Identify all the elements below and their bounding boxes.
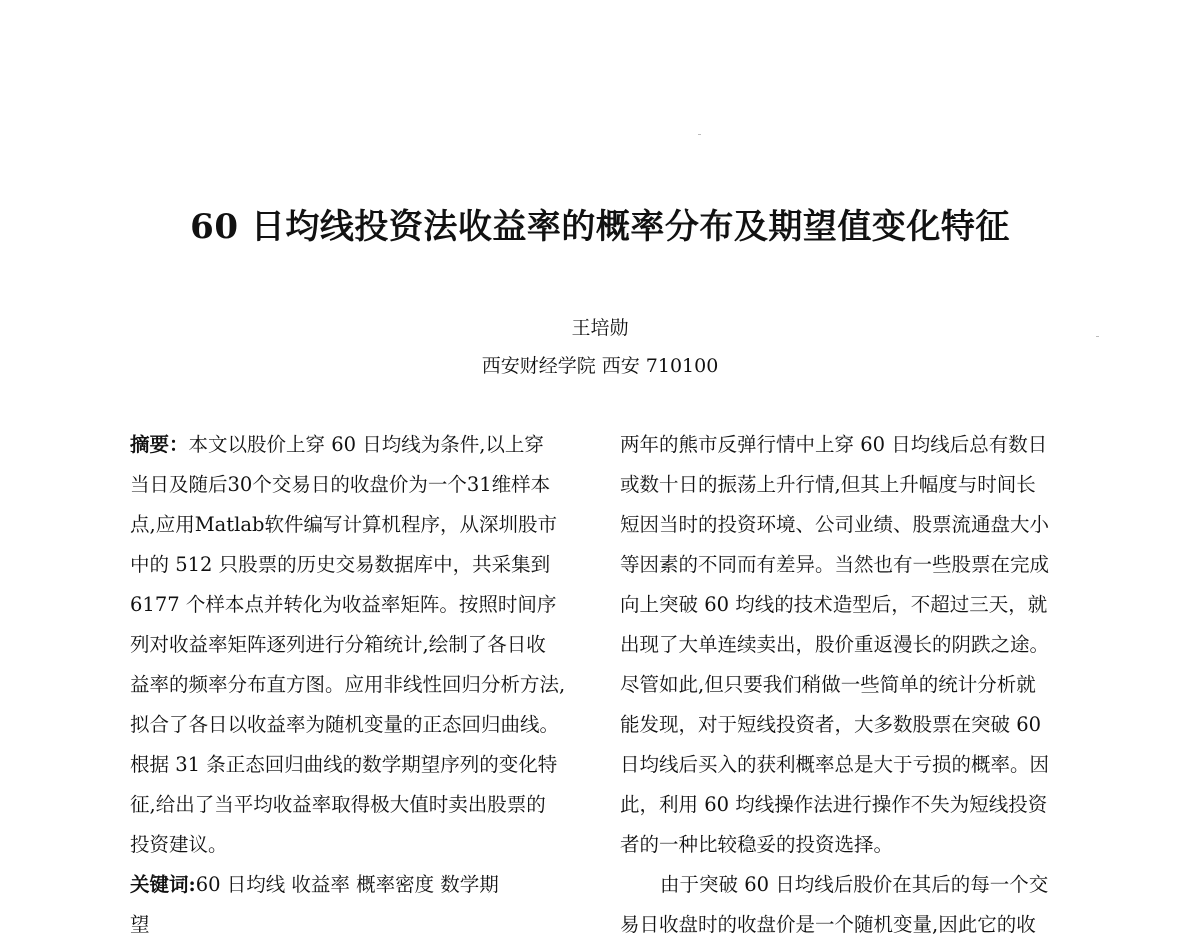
abstract-line: 投资建议。 bbox=[130, 833, 228, 856]
keywords-text: 60 日均线 收益率 概率密度 数学期 bbox=[195, 873, 499, 896]
keywords-line: 望 bbox=[130, 913, 150, 936]
body-line: 由于突破 60 日均线后股价在其后的每一个交 bbox=[660, 873, 1049, 896]
abstract-line: 中的 512 只股票的历史交易数据库中，共采集到 bbox=[130, 553, 551, 576]
body-line: 出现了大单连续卖出，股价重返漫长的阴跌之途。 bbox=[620, 633, 1050, 656]
body-line: 此，利用 60 均线操作法进行操作不失为短线投资 bbox=[620, 793, 1048, 816]
abstract-line: 征,给出了当平均收益率取得极大值时卖出股票的 bbox=[130, 793, 546, 816]
left-column bbox=[130, 425, 590, 941]
abstract-line: 益率的频率分布直方图。应用非线性回归分析方法, bbox=[130, 673, 566, 696]
body-line: 尽管如此,但只要我们稍做一些简单的统计分析就 bbox=[620, 673, 1036, 696]
scan-speck bbox=[698, 134, 701, 135]
author-affiliation: 西安财经学院 西安 710100 bbox=[481, 355, 719, 377]
body-line: 易日收盘时的收盘价是一个随机变量,因此它的收 bbox=[620, 913, 1036, 936]
abstract-line: 点,应用Matlab软件编写计算机程序，从深圳股市 bbox=[130, 513, 557, 536]
body-line: 能发现，对于短线投资者，大多数股票在突破 60 bbox=[620, 713, 1042, 736]
paper-title: 60 日均线投资法收益率的概率分布及期望值变化特征 bbox=[190, 207, 1010, 247]
right-column bbox=[620, 425, 1080, 941]
abstract-line: 拟合了各日以收益率为随机变量的正态回归曲线。 bbox=[130, 713, 560, 736]
author-name: 王培勋 bbox=[571, 317, 629, 339]
body-line: 短因当时的投资环境、公司业绩、股票流通盘大小 bbox=[620, 513, 1050, 536]
abstract-line: 6177 个样本点并转化为收益率矩阵。按照时间序 bbox=[130, 593, 557, 616]
body-line: 日均线后买入的获利概率总是大于亏损的概率。因 bbox=[620, 753, 1050, 776]
abstract-line: 当日及随后30个交易日的收盘价为一个31维样本 bbox=[130, 473, 551, 496]
abstract-line: 根据 31 条正态回归曲线的数学期望序列的变化特 bbox=[130, 753, 558, 776]
abstract-label: 摘要： bbox=[130, 433, 189, 456]
keywords-label: 关键词: bbox=[130, 873, 196, 896]
abstract-line: 列对收益率矩阵逐列进行分箱统计,绘制了各日收 bbox=[130, 633, 546, 656]
body-line: 两年的熊市反弹行情中上穿 60 日均线后总有数日 bbox=[620, 433, 1048, 456]
body-line: 者的一种比较稳妥的投资选择。 bbox=[620, 833, 894, 856]
body-line: 等因素的不同而有差异。当然也有一些股票在完成 bbox=[620, 553, 1050, 576]
keywords-line bbox=[130, 865, 590, 905]
body-line: 向上突破 60 均线的技术造型后，不超过三天，就 bbox=[620, 593, 1048, 616]
abstract-line bbox=[130, 425, 590, 465]
abstract-text: 本文以股价上穿 60 日均线为条件,以上穿 bbox=[188, 433, 544, 456]
body-line: 或数十日的振荡上升行情,但其上升幅度与时间长 bbox=[620, 473, 1036, 496]
